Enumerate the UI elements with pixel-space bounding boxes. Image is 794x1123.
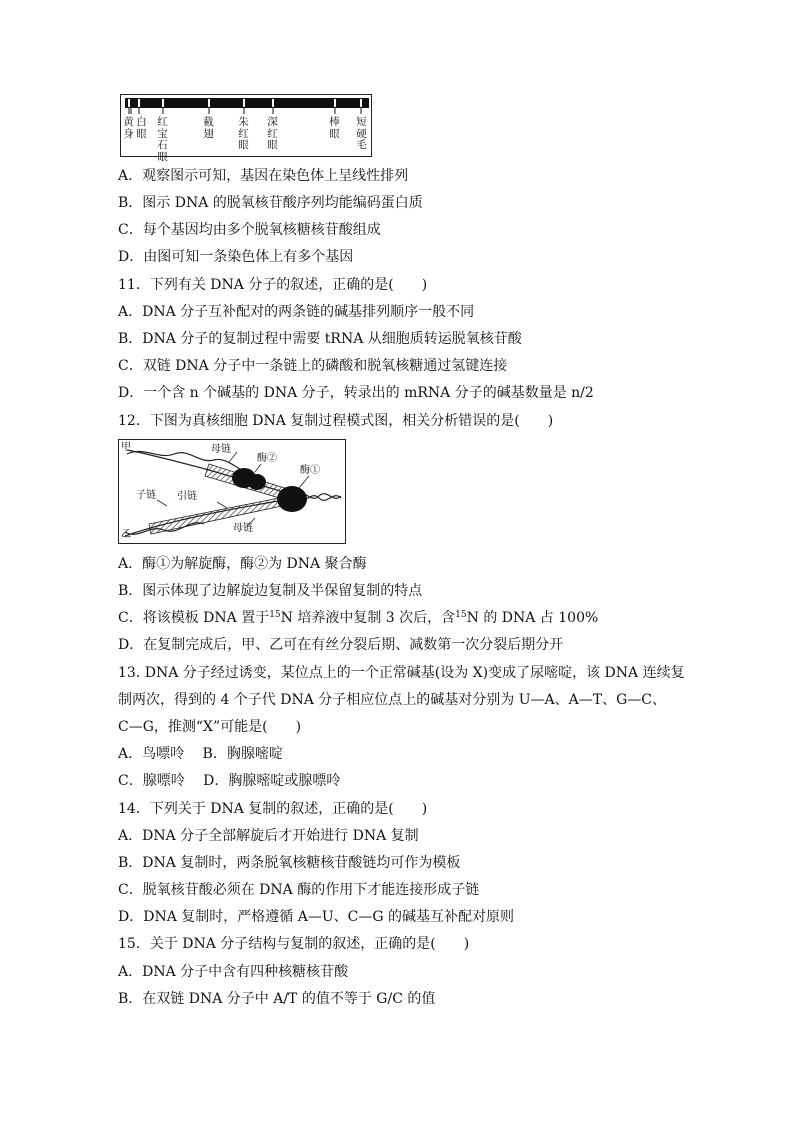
option-text: A．鸟嘌呤 B．胸腺嘧啶 bbox=[118, 746, 283, 762]
parent-strand-label: 母链 bbox=[233, 523, 253, 534]
option-text: A．DNA 分子中含有四种核糖核苷酸 bbox=[118, 964, 349, 980]
strand-label-jia: 甲 bbox=[121, 442, 131, 453]
option-text: C．腺嘌呤 D．胸腺嘧啶或腺嘌呤 bbox=[118, 773, 341, 789]
parent-strand-label: 母链 bbox=[211, 444, 231, 455]
option-text: D．由图可知一条染色体上有多个基因 bbox=[118, 249, 354, 265]
option-text: A．观察图示可知，基因在染色体上呈线性排列 bbox=[118, 168, 409, 184]
primer-strand-label: 引链 bbox=[177, 491, 197, 502]
gene-label: 红宝石眼 bbox=[157, 116, 168, 163]
question-text: 制两次，得到的 4 个子代 DNA 分子相应位点上的碱基对分别为 U—A、A—T、G—C、 bbox=[118, 692, 666, 708]
option-text: C．双链 DNA 分子中一条链上的磷酸和脱氧核糖通过氢键连接 bbox=[118, 358, 508, 374]
option-text: B．图示 DNA 的脱氧核苷酸序列均能编码蛋白质 bbox=[118, 195, 423, 211]
gene-label: 朱红眼 bbox=[238, 116, 249, 151]
option-text: D．DNA 复制时，严格遵循 A—U、C—G 的碱基互补配对原则 bbox=[118, 909, 514, 925]
option-text-part: N 培养液中复制 3 次后，含 bbox=[280, 610, 456, 626]
gene-label: 黄身 bbox=[123, 116, 134, 140]
daughter-strand-label: 子链 bbox=[136, 490, 156, 501]
option-text bbox=[118, 608, 598, 628]
enzyme1-label: 酶① bbox=[300, 465, 320, 476]
chromosome-tick-marks bbox=[125, 108, 369, 116]
option-text: B．DNA 分子的复制过程中需要 tRNA 从细胞质转运脱氧核苷酸 bbox=[118, 331, 522, 347]
question-text: 11．下列有关 DNA 分子的叙述，正确的是( ) bbox=[118, 277, 428, 293]
option-text-part: N 的 DNA 占 100% bbox=[466, 610, 599, 626]
option-text: B．图示体现了边解旋边复制及半保留复制的特点 bbox=[118, 583, 423, 599]
option-text: A．DNA 分子互补配对的两条链的碱基排列顺序一般不同 bbox=[118, 304, 475, 320]
option-text: D．在复制完成后，甲、乙可在有丝分裂后期、减数第一次分裂后期分开 bbox=[118, 637, 564, 653]
gene-label: 白眼 bbox=[136, 116, 147, 140]
dna-replication-figure bbox=[118, 439, 346, 544]
gene-label: 截翅 bbox=[203, 116, 214, 140]
strand-label-yi: 乙 bbox=[121, 529, 131, 540]
enzyme2-label: 酶② bbox=[257, 453, 277, 464]
option-text: C．每个基因均由多个脱氧核糖核苷酸组成 bbox=[118, 222, 381, 238]
question-text: 12．下图为真核细胞 DNA 复制过程模式图，相关分析错误的是( ) bbox=[118, 413, 554, 429]
chromosome-bar bbox=[125, 98, 369, 108]
question-text: C—G，推测“X”可能是( ) bbox=[118, 719, 302, 735]
option-text: A．酶①为解旋酶，酶②为 DNA 聚合酶 bbox=[118, 556, 367, 572]
isotope-superscript: 15 bbox=[455, 610, 467, 620]
gene-label: 深红眼 bbox=[267, 116, 278, 151]
chromosome-figure bbox=[120, 94, 372, 163]
gene-label: 棒眼 bbox=[329, 116, 340, 140]
option-text: A．DNA 分子全部解旋后才开始进行 DNA 复制 bbox=[118, 828, 419, 844]
gene-label: 短硬毛 bbox=[356, 116, 367, 151]
option-text: D．一个含 n 个碱基的 DNA 分子，转录出的 mRNA 分子的碱基数量是 n/2 bbox=[118, 385, 594, 401]
question-text: 15．关于 DNA 分子结构与复制的叙述，正确的是( ) bbox=[118, 936, 470, 952]
question-text: 13. DNA 分子经过诱变，某位点上的一个正常碱基(设为 X)变成了尿嘧啶，该 DNA 连续复 bbox=[118, 665, 685, 681]
option-text: B．DNA 复制时，两条脱氧核糖核苷酸链均可作为模板 bbox=[118, 855, 461, 871]
option-text: B．在双链 DNA 分子中 A/T 的值不等于 G/C 的值 bbox=[118, 991, 436, 1007]
question-text: 14．下列关于 DNA 复制的叙述，正确的是( ) bbox=[118, 801, 428, 817]
option-text-part: C．将该模板 DNA 置于 bbox=[118, 610, 270, 626]
isotope-superscript: 15 bbox=[269, 610, 281, 620]
option-text: C．脱氧核苷酸必须在 DNA 酶的作用下才能连接形成子链 bbox=[118, 882, 480, 898]
